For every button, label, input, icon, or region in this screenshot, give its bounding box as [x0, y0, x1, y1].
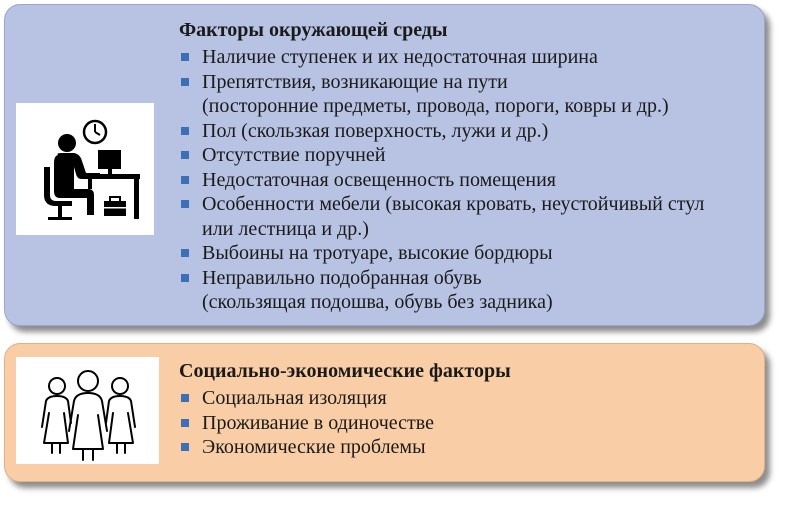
- list-item: Наличие ступенек и их недостаточная ширина: [179, 45, 756, 70]
- environmental-factors-card: [4, 4, 765, 326]
- socioeconomic-factors-content: [179, 359, 756, 460]
- environmental-factors-title: Факторы окружающей среды: [179, 19, 448, 41]
- socioeconomic-factors-card: [4, 343, 765, 482]
- list-item: Пол (скользкая поверхность, лужи и др.): [179, 119, 756, 144]
- environmental-factors-content: [179, 18, 756, 315]
- socioeconomic-factors-list: [179, 386, 756, 460]
- list-item: Неправильно подобранная обувь (скользящая подошва, обувь без задника): [179, 266, 756, 315]
- list-item: Выбоины на тротуаре, высокие бордюры: [179, 241, 756, 266]
- bullet-icon: [181, 53, 189, 61]
- list-item: Экономические проблемы: [179, 435, 756, 460]
- bullet-icon: [181, 443, 189, 451]
- list-item: Препятствия, возникающие на пути (посторонние предметы, провода, пороги, ковры и др.): [179, 70, 756, 119]
- socioeconomic-factors-title: Социально-экономические факторы: [179, 360, 511, 382]
- list-item: Недостаточная освещенность помещения: [179, 168, 756, 193]
- bullet-icon: [181, 151, 189, 159]
- bullet-icon: [181, 200, 189, 208]
- environmental-factors-list: [179, 45, 756, 315]
- list-item: Особенности мебели (высокая кровать, неустойчивый стул или лестница и др.): [179, 192, 756, 241]
- bullet-icon: [181, 127, 189, 135]
- bullet-icon: [181, 176, 189, 184]
- list-item: Проживание в одиночестве: [179, 411, 756, 436]
- person-at-desk-with-clock-icon: [16, 103, 154, 235]
- bullet-icon: [181, 419, 189, 427]
- list-item: Социальная изоляция: [179, 386, 756, 411]
- list-item: Отсутствие поручней: [179, 143, 756, 168]
- bullet-icon: [181, 249, 189, 257]
- bullet-icon: [181, 394, 189, 402]
- bullet-icon: [181, 78, 189, 86]
- bullet-icon: [181, 274, 189, 282]
- group-of-people-icon: [16, 357, 159, 464]
